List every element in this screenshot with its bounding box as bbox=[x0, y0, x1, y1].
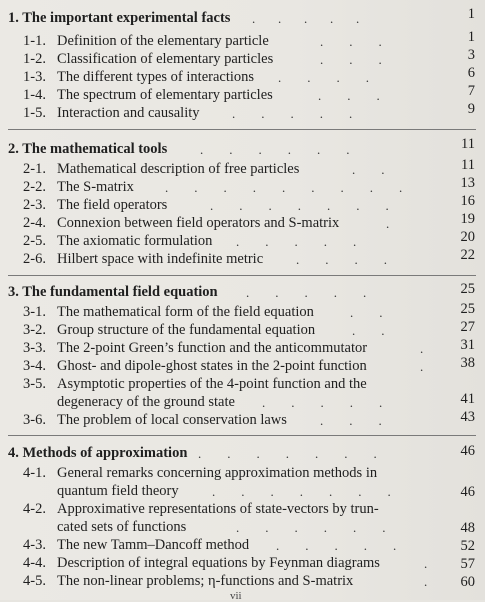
section-number: 2-2. bbox=[23, 179, 46, 195]
section-title: The spectrum of elementary particles bbox=[57, 87, 273, 103]
section-page: 11 bbox=[461, 157, 475, 173]
section-title: Group structure of the fundamental equation bbox=[57, 322, 316, 338]
section-title: Approximative representations of state-vectors by trun- bbox=[57, 501, 379, 517]
section-title: Interaction and causality bbox=[57, 105, 200, 121]
leader-dots: . bbox=[420, 341, 424, 356]
section-title: The mathematical form of the field equation bbox=[57, 304, 314, 320]
toc-entry bbox=[23, 358, 367, 375]
toc-entry bbox=[23, 412, 287, 429]
divider bbox=[8, 275, 476, 276]
toc-entry bbox=[23, 501, 379, 518]
section-number: 2-6. bbox=[23, 251, 46, 267]
chapter-2-page: 11 bbox=[461, 136, 475, 152]
chapter-1-title: 1. The important experimental facts bbox=[8, 10, 231, 26]
toc-entry bbox=[23, 51, 273, 68]
section-page: 25 bbox=[460, 301, 475, 317]
leader-dots: . . . bbox=[320, 413, 382, 428]
toc-entry bbox=[23, 573, 353, 590]
section-page: 31 bbox=[460, 337, 475, 353]
section-title: Mathematical description of free particles bbox=[57, 161, 300, 177]
section-title: Ghost- and dipole-ghost states in the 2-point function bbox=[57, 358, 367, 374]
toc-entry bbox=[23, 33, 269, 50]
section-title-continued: cated sets of functions bbox=[57, 519, 187, 535]
chapter-4-title: 4. Methods of approximation bbox=[8, 445, 188, 461]
section-page: 27 bbox=[460, 319, 475, 335]
leader-dots: . . . . . bbox=[236, 234, 357, 249]
section-title: The field operators bbox=[57, 197, 168, 213]
section-number: 3-4. bbox=[23, 358, 46, 374]
section-number: 1-4. bbox=[23, 87, 46, 103]
section-title: The 2-point Green’s function and the anticommutator bbox=[57, 340, 368, 356]
leader-dots: . . . . . . . bbox=[198, 446, 377, 461]
section-number: 1-1. bbox=[23, 33, 46, 49]
toc-entry bbox=[23, 233, 212, 250]
section-title: The different types of interactions bbox=[57, 69, 255, 85]
leader-dots: . . . bbox=[320, 52, 382, 67]
section-number: 2-3. bbox=[23, 197, 46, 213]
section-number: 3-3. bbox=[23, 340, 46, 356]
leader-dots: . bbox=[424, 556, 428, 571]
leader-dots: . bbox=[424, 574, 428, 589]
section-page: 19 bbox=[460, 211, 475, 227]
section-page: 22 bbox=[460, 247, 475, 263]
section-title: Definition of the elementary particle bbox=[57, 33, 269, 49]
toc-entry bbox=[23, 215, 339, 232]
toc-entry bbox=[23, 161, 299, 178]
section-page: 43 bbox=[460, 409, 475, 425]
section-number: 4-2. bbox=[23, 501, 46, 517]
toc-entry bbox=[23, 105, 200, 122]
section-number: 1-2. bbox=[23, 51, 46, 67]
section-number: 2-4. bbox=[23, 215, 46, 231]
section-title: The S-matrix bbox=[57, 179, 134, 195]
section-number: 3-1. bbox=[23, 304, 46, 320]
section-number: 1-5. bbox=[23, 105, 46, 121]
section-title: Hilbert space with indefinite metric bbox=[57, 251, 264, 267]
section-page: 20 bbox=[460, 229, 475, 245]
toc-entry bbox=[23, 537, 249, 554]
leader-dots: . . . . . bbox=[246, 285, 367, 300]
section-page: 57 bbox=[460, 556, 475, 572]
toc-entry bbox=[23, 322, 315, 339]
section-title: The problem of local conservation laws bbox=[57, 412, 287, 428]
leader-dots: . . . . . bbox=[276, 538, 397, 553]
section-page: 7 bbox=[467, 83, 475, 99]
divider bbox=[8, 129, 476, 130]
toc-entry bbox=[23, 304, 314, 321]
section-page: 3 bbox=[467, 47, 475, 63]
leader-dots: . . bbox=[350, 305, 383, 320]
section-title-continued: degeneracy of the ground state bbox=[57, 394, 235, 410]
chapter-1-page: 1 bbox=[467, 6, 475, 22]
chapter-2-title: 2. The mathematical tools bbox=[8, 141, 168, 157]
leader-dots: . . . bbox=[320, 34, 382, 49]
section-title: General remarks concerning approximation methods in bbox=[57, 465, 378, 481]
leader-dots: . . . . bbox=[278, 70, 369, 85]
section-page: 46 bbox=[460, 484, 475, 500]
toc-entry bbox=[23, 251, 263, 268]
leader-dots: . bbox=[420, 359, 424, 374]
section-page: 60 bbox=[460, 574, 475, 590]
toc-entry bbox=[23, 555, 380, 572]
section-number: 4-1. bbox=[23, 465, 46, 481]
section-number: 2-5. bbox=[23, 233, 46, 249]
leader-dots: . . . . . bbox=[262, 395, 383, 410]
toc-entry bbox=[23, 179, 134, 196]
section-number: 3-5. bbox=[23, 376, 46, 392]
leader-dots: . . . . . bbox=[252, 11, 360, 26]
leader-dots: . . bbox=[352, 323, 385, 338]
section-page: 13 bbox=[460, 175, 475, 191]
leader-dots: . . . . bbox=[296, 252, 387, 267]
section-title: Classification of elementary particles bbox=[57, 51, 274, 67]
leader-dots: . . bbox=[352, 162, 385, 177]
section-page: 6 bbox=[467, 65, 475, 81]
leader-dots: . bbox=[386, 216, 390, 231]
section-page: 9 bbox=[467, 101, 475, 117]
section-number: 3-6. bbox=[23, 412, 46, 428]
leader-dots: . . . . . . . . . bbox=[165, 180, 403, 195]
section-page: 48 bbox=[460, 520, 475, 536]
divider bbox=[8, 435, 476, 436]
chapter-3-page: 25 bbox=[460, 281, 475, 297]
section-number: 1-3. bbox=[23, 69, 46, 85]
toc-entry bbox=[23, 376, 367, 393]
section-number: 4-3. bbox=[23, 537, 46, 553]
leader-dots: . . . . . . . bbox=[212, 484, 391, 499]
section-title: The non-linear problems; η-functions and S-matrix bbox=[57, 573, 354, 589]
section-title: Connexion between field operators and S-matrix bbox=[57, 215, 340, 231]
section-title: The new Tamm–Dancoff method bbox=[57, 537, 250, 553]
toc-entry bbox=[23, 465, 377, 482]
toc-entry bbox=[23, 87, 273, 104]
chapter-3-title: 3. The fundamental field equation bbox=[8, 284, 218, 300]
leader-dots: . . . . . . bbox=[200, 142, 350, 157]
section-page: 1 bbox=[467, 29, 475, 45]
leader-dots: . . . . . bbox=[232, 106, 353, 121]
section-page: 41 bbox=[460, 391, 475, 407]
toc-entry bbox=[23, 69, 254, 86]
section-title: The axiomatic formulation bbox=[57, 233, 213, 249]
section-number: 4-5. bbox=[23, 573, 46, 589]
leader-dots: . . . . . . . bbox=[210, 198, 389, 213]
section-title: Description of integral equations by Feynman diagrams bbox=[57, 555, 380, 571]
leader-dots: . . . bbox=[318, 88, 380, 103]
section-title-continued: quantum field theory bbox=[57, 483, 179, 499]
leader-dots: . . . . . . bbox=[236, 520, 386, 535]
section-page: 52 bbox=[460, 538, 475, 554]
section-title: Asymptotic properties of the 4-point function and the bbox=[57, 376, 367, 392]
toc-entry bbox=[23, 197, 167, 214]
section-number: 4-4. bbox=[23, 555, 46, 571]
section-page: 16 bbox=[460, 193, 475, 209]
section-number: 2-1. bbox=[23, 161, 46, 177]
chapter-4-page: 46 bbox=[460, 443, 475, 459]
section-number: 3-2. bbox=[23, 322, 46, 338]
toc-entry bbox=[23, 340, 367, 357]
section-page: 38 bbox=[460, 355, 475, 371]
page-folio: vii bbox=[230, 590, 242, 602]
